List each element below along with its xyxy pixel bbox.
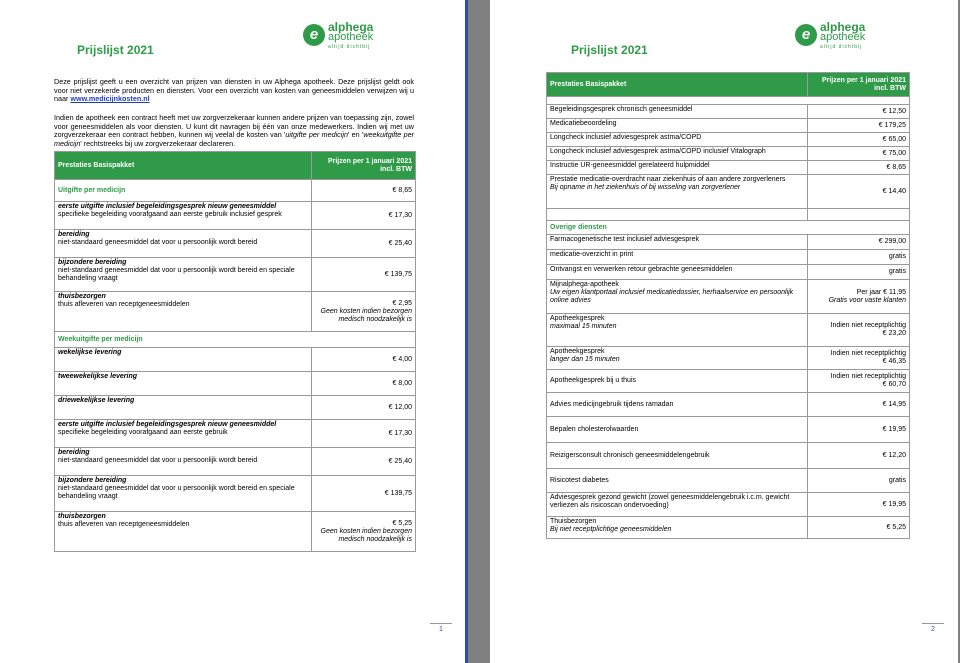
- table-row: [547, 417, 910, 443]
- table-row: [547, 469, 910, 493]
- table-row: [547, 280, 910, 314]
- page-1: [0, 0, 468, 663]
- page-number: 1: [430, 623, 452, 633]
- table-row: [55, 258, 416, 292]
- intro-text: Indien de apotheek een contract heeft met uw zorgverzekeraar kunnen andere prijzen van toepassing zijn, zowel voor geneesmiddelen als voor diensten. U kunt dit navragen bij één van onze medewerkers. Indien wij met uw zorgverzekeraar een contract hebben, kunnen wij veelal de kosten van ': [54, 113, 414, 140]
- table-row: [547, 393, 910, 417]
- page-number: 2: [922, 623, 944, 633]
- table-row: [55, 292, 416, 332]
- page-2: [490, 0, 958, 663]
- row-title: Thuisbezorgen: [550, 518, 597, 525]
- page-title: Prijslijst 2021: [77, 43, 154, 57]
- logo-brand-sub: apotheek: [820, 31, 866, 43]
- logo-tagline: altijd dichtbij: [328, 44, 371, 50]
- price-cell: € 8,65: [808, 161, 910, 175]
- table-row: [547, 517, 910, 539]
- price-note: Gratis voor vaste klanten: [828, 296, 906, 304]
- price-cell: € 17,30: [312, 202, 416, 230]
- price-cell: € 25,40: [312, 448, 416, 476]
- row-title: Risicotest diabetes: [547, 469, 808, 493]
- intro-text: ' rechtstreeks bij uw zorgverzekeraar declareren.: [80, 138, 236, 148]
- table-row: [55, 448, 416, 476]
- row-title: bereiding: [58, 449, 90, 456]
- row-title: Prestatie medicatie-overdracht naar ziekenhuis of aan andere zorgverleners: [550, 176, 786, 183]
- row-title: thuisbezorgen: [58, 513, 106, 520]
- table-row: [547, 250, 910, 265]
- table-row: [547, 105, 910, 119]
- price-table-1: [54, 151, 416, 552]
- price-cell: € 8,00: [312, 372, 416, 396]
- table-row: [547, 133, 910, 147]
- table-row: [55, 420, 416, 448]
- row-description: maximaal 15 minuten: [550, 323, 617, 330]
- price-cell: € 299,00: [808, 235, 910, 250]
- price-cell: € 65,00: [808, 133, 910, 147]
- header-text: Prestaties Basispakket: [58, 161, 135, 169]
- intro-paragraph-2: [54, 114, 414, 148]
- table-row: [547, 265, 910, 280]
- row-title: driewekelijkse levering: [58, 397, 135, 404]
- price-cell: € 12,50: [808, 105, 910, 119]
- table-header: [547, 73, 910, 97]
- row-title: Begeleidingsgesprek chronisch geneesmiddel: [547, 105, 808, 119]
- price-cell: € 14,40: [808, 175, 910, 209]
- price-cell: € 14,95: [808, 393, 910, 417]
- row-title: Apotheekgesprek: [550, 348, 605, 355]
- price-cell: gratis: [808, 469, 910, 493]
- price-cell: gratis: [808, 265, 910, 280]
- price-cell: € 4,00: [312, 348, 416, 372]
- section-title: Overige diensten: [547, 221, 910, 235]
- row-description: niet-standaard geneesmiddel dat voor u persoonlijk wordt bereid en speciale behandeling vraagt: [58, 267, 295, 282]
- table-row: [547, 119, 910, 133]
- logo-mark-icon: e: [303, 24, 325, 46]
- row-title: thuisbezorgen: [58, 293, 106, 300]
- price-cell: € 139,75: [312, 476, 416, 512]
- table-header: [55, 152, 416, 180]
- section-row: [55, 180, 416, 202]
- table-row: [55, 512, 416, 552]
- price-cell: € 17,30: [312, 420, 416, 448]
- row-title: eerste uitgifte inclusief begeleidingsgesprek nieuw geneesmiddel: [58, 203, 277, 210]
- price-cell: € 23,20: [882, 330, 906, 337]
- logo-brand: alphega: [820, 20, 866, 34]
- section-title: Weekuitgifte per medicijn: [55, 332, 416, 348]
- header-text: Prijzen per 1 januari 2021: [327, 157, 412, 165]
- price-cell: € 2,95: [392, 299, 412, 307]
- row-description: specifieke begeleiding voorafgaand aan eerste gebruik: [58, 429, 228, 436]
- table-row: [55, 372, 416, 396]
- row-description: langer dan 15 minuten: [550, 356, 620, 363]
- row-title: Bepalen cholesterolwaarden: [547, 417, 808, 443]
- price-cell: € 179,25: [808, 119, 910, 133]
- row-title: wekelijkse levering: [58, 349, 122, 356]
- price-cell: € 60,70: [882, 381, 906, 388]
- row-title: medicatie-overzicht in print: [547, 250, 808, 265]
- price-cell: € 5,25: [808, 517, 910, 539]
- section-row: [55, 332, 416, 348]
- row-title: tweewekelijkse levering: [58, 373, 137, 380]
- price-note: Indien niet receptplichtig: [830, 350, 906, 357]
- row-description: Bij niet receptplichtige geneesmiddelen: [550, 526, 672, 533]
- row-title: Apotheekgesprek: [550, 315, 605, 322]
- intro-text: weekuitgifte per medicijn: [54, 130, 414, 148]
- table-row: [55, 230, 416, 258]
- price-cell: € 8,65: [312, 180, 416, 202]
- header-col-prices: [312, 152, 416, 180]
- row-title: bijzondere bereiding: [58, 259, 127, 266]
- table-row: [547, 175, 910, 209]
- row-description: niet-standaard geneesmiddel dat voor u persoonlijk wordt bereid: [58, 457, 258, 464]
- price-note: Indien niet receptplichtig: [830, 322, 906, 329]
- row-description: thuis afleveren van receptgeneesmiddelen: [58, 521, 190, 528]
- alphega-logo: [303, 20, 403, 52]
- table-row: [547, 314, 910, 347]
- table-row: [547, 147, 910, 161]
- price-note: Indien niet receptplichtig: [830, 373, 906, 380]
- row-description: Uw eigen klantportaal inclusief medicatiedossier, herhaalservice en persoonlijk online advies: [550, 289, 794, 304]
- table-row: [55, 476, 416, 512]
- header-text: Prestaties Basispakket: [550, 80, 627, 88]
- spacer-row: [547, 97, 910, 105]
- row-description: Bij opname in het ziekenhuis of bij wisseling van zorgverlener: [550, 184, 741, 191]
- price-cell: gratis: [808, 250, 910, 265]
- header-col-services: [547, 73, 808, 97]
- price-cell: € 19,95: [808, 417, 910, 443]
- header-text: incl. BTW: [380, 165, 412, 173]
- table-row: [55, 396, 416, 420]
- medicijnkosten-link[interactable]: www.medicijnkosten.nl: [70, 94, 150, 104]
- logo-brand-sub: apotheek: [328, 31, 374, 43]
- price-cell: € 25,40: [312, 230, 416, 258]
- row-title: Longcheck inclusief adviesgesprek astma/COPD: [547, 133, 808, 147]
- intro-text: Deze prijslijst geeft u een overzicht van prijzen van diensten in uw Alphega apotheek. Deze prijslijst geldt ook voor niet verzekerde producten en diensten. Voor een overzicht van kosten van geneesmiddelen verwijzen wij u naar: [54, 77, 414, 104]
- row-title: bereiding: [58, 231, 90, 238]
- table-row: [547, 443, 910, 469]
- row-title: Longcheck inclusief adviesgesprek astma/COPD inclusief Vitalograph: [547, 147, 808, 161]
- header-col-prices: [808, 73, 910, 97]
- table-row: [547, 370, 910, 393]
- row-description: specifieke begeleiding voorafgaand aan eerste gebruik inclusief gesprek: [58, 211, 282, 218]
- row-title: Farmacogenetische test inclusief adviesgesprek: [547, 235, 808, 250]
- row-title: Ontvangst en verwerken retour gebrachte geneesmiddelen: [547, 265, 808, 280]
- intro-text: ' en ': [347, 130, 364, 140]
- table-row: [547, 161, 910, 175]
- row-title: Apotheekgesprek bij u thuis: [547, 370, 808, 393]
- intro-paragraph-1: [54, 78, 414, 104]
- spacer-row: [547, 209, 910, 221]
- alphega-logo: [795, 20, 895, 52]
- price-cell: € 12,20: [808, 443, 910, 469]
- price-cell: Per jaar € 11,95: [856, 288, 906, 296]
- row-description: niet-standaard geneesmiddel dat voor u persoonlijk wordt bereid en speciale behandeling vraagt: [58, 485, 295, 500]
- page-title: Prijslijst 2021: [571, 43, 648, 57]
- table-row: [547, 347, 910, 370]
- section-row: [547, 221, 910, 235]
- row-title: Mijnalphega-apotheek: [550, 281, 619, 288]
- row-title: bijzondere bereiding: [58, 477, 127, 484]
- row-title: Medicatiebeoordeling: [547, 119, 808, 133]
- table-row: [547, 493, 910, 517]
- row-description: thuis afleveren van receptgeneesmiddelen: [58, 301, 190, 308]
- header-text: Prijzen per 1 januari 2021: [821, 76, 906, 84]
- row-title: Advies medicijngebruik tijdens ramadan: [547, 393, 808, 417]
- logo-brand: alphega: [328, 20, 374, 34]
- price-table-2: [546, 72, 910, 539]
- price-cell: € 46,35: [882, 358, 906, 365]
- row-title: Instructie UR-geneesmiddel gerelateerd hulpmiddel: [547, 161, 808, 175]
- price-cell: € 139,75: [312, 258, 416, 292]
- intro-text: uitgifte per medicijn: [285, 130, 348, 140]
- table-row: [547, 235, 910, 250]
- section-title: Uitgifte per medicijn: [55, 180, 312, 202]
- price-cell: € 75,00: [808, 147, 910, 161]
- table-row: [55, 348, 416, 372]
- price-note: Geen kosten indien bezorgen medisch noodzakelijk is: [320, 307, 412, 323]
- header-col-services: [55, 152, 312, 180]
- table-row: [55, 202, 416, 230]
- row-description: niet-standaard geneesmiddel dat voor u persoonlijk wordt bereid: [58, 239, 258, 246]
- price-cell: € 19,95: [808, 493, 910, 517]
- row-title: Reizigersconsult chronisch geneesmiddelengebruik: [547, 443, 808, 469]
- price-cell: € 5,25: [392, 519, 412, 527]
- price-cell: € 12,00: [312, 396, 416, 420]
- logo-mark-icon: e: [795, 24, 817, 46]
- row-title: eerste uitgifte inclusief begeleidingsgesprek nieuw geneesmiddel: [58, 421, 277, 428]
- logo-tagline: altijd dichtbij: [820, 44, 863, 50]
- price-note: Geen kosten indien bezorgen medisch noodzakelijk is: [320, 527, 412, 543]
- header-text: incl. BTW: [874, 84, 906, 92]
- row-title: Adviesgesprek gezond gewicht (zowel geneesmiddelengebruik i.c.m. gewicht verliezen als risicoscan ondervoeding): [547, 493, 808, 517]
